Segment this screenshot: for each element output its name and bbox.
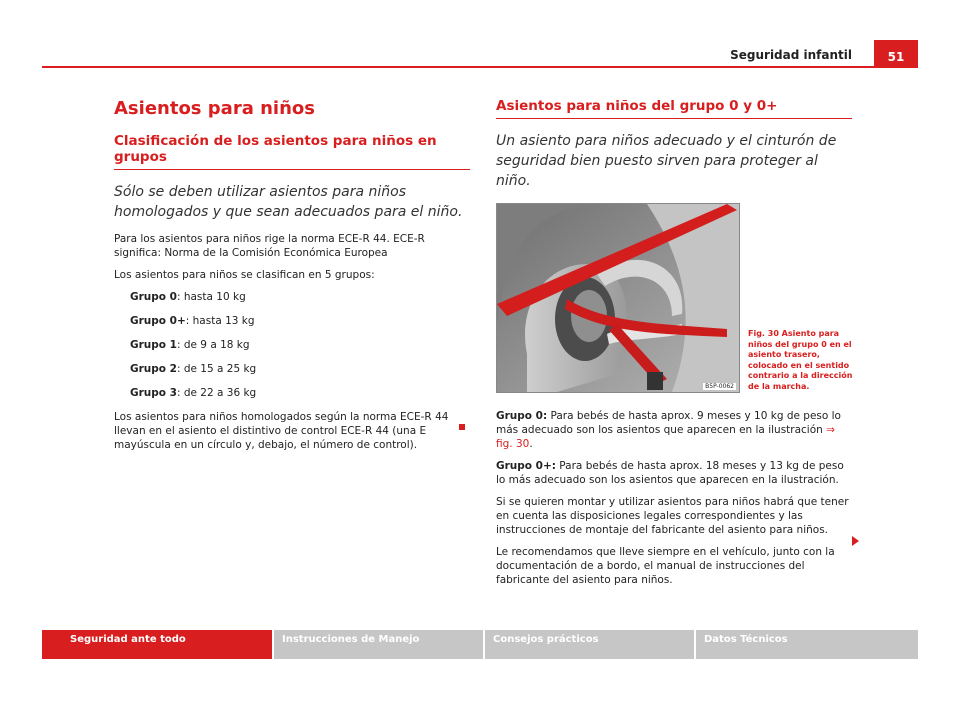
tab-consejos-practicos[interactable]: Consejos prácticos (485, 630, 694, 659)
right-column (496, 96, 852, 595)
group-label: Grupo 3 (130, 387, 177, 399)
figure (496, 201, 852, 397)
chapter-title: Asientos para niños (114, 98, 315, 119)
tab-datos-tecnicos[interactable]: Datos Técnicos (696, 630, 918, 659)
paragraph-text: Para bebés de hasta aprox. 18 meses y 13 kg de peso lo más adecuado son los asientos que aparecen en la ilustración. (496, 460, 844, 486)
paragraph-label: Grupo 0+: (496, 460, 556, 472)
group-item (130, 386, 470, 400)
paragraph-legal: Si se quieren montar y utilizar asientos para niños habrá que tener en cuenta las disposiciones legales correspondientes y las instrucciones de montaje del fabricante del asiento para niños. (496, 496, 849, 536)
group-weight: : de 9 a 18 kg (176, 339, 250, 351)
paragraph-text: . (529, 438, 533, 450)
paragraph-groups-intro: Los asientos para niños se clasifican en 5 grupos: (114, 269, 375, 281)
group-label: Grupo 1 (130, 339, 177, 351)
paragraph-recommendation: Le recomendamos que lleve siempre en el vehículo, junto con la documentación de a bordo, el manual de instrucciones del fabricante del asiento para niños. (496, 546, 835, 586)
paragraph-norma: Para los asientos para niños rige la norma ECE-R 44. ECE-R significa: Norma de la Comisión Económica Europea (114, 233, 425, 259)
paragraph-homologation: Los asientos para niños homologados según la norma ECE-R 44 llevan en el asiento el distintivo de control ECE-R 44 (una E mayúscula en un círculo y, debajo, el número de control). (114, 411, 449, 451)
section-heading-classification: Clasificación de los asientos para niños en grupos (114, 133, 470, 170)
section-heading-group-0: Asientos para niños del grupo 0 y 0+ (496, 98, 852, 119)
group-item (130, 362, 470, 376)
section-end-marker (459, 424, 465, 430)
group-weight: : de 22 a 36 kg (176, 387, 257, 399)
figure-caption: Fig. 30 Asiento para niños del grupo 0 en el asiento trasero, colocado en el sentido contrario a la dirección de la marcha. (748, 329, 853, 391)
group-label: Grupo 2 (130, 363, 177, 375)
figure-link[interactable]: ⇒ fig. 30 (496, 424, 835, 450)
child-seat-photo (496, 203, 740, 393)
group-weight: : de 15 a 25 kg (176, 363, 257, 375)
tab-seguridad-ante-todo[interactable]: Seguridad ante todo (42, 630, 272, 659)
continue-arrow-icon (852, 536, 859, 546)
paragraph-label: Grupo 0: (496, 410, 548, 422)
group-label: Grupo 0 (130, 291, 177, 303)
figure-code: B5P-0062 (705, 383, 734, 390)
paragraph-group-0-plus (496, 459, 852, 487)
child-seat-illustration (497, 204, 739, 392)
group-label: Grupo 0+ (130, 315, 186, 327)
group-item (130, 314, 470, 328)
paragraph-group-0 (496, 409, 852, 451)
group-item (130, 338, 470, 352)
header-title: Seguridad infantil (730, 48, 852, 62)
tab-instrucciones-de-manejo[interactable]: Instrucciones de Manejo (274, 630, 483, 659)
page-number-badge: 51 (874, 40, 918, 67)
group-weight: : hasta 13 kg (185, 315, 255, 327)
left-column (114, 96, 470, 460)
group-weight: : hasta 10 kg (176, 291, 246, 303)
paragraph-text: Para bebés de hasta aprox. 9 meses y 10 kg de peso lo más adecuado son los asientos que aparecen en la ilustración (496, 410, 841, 436)
intro-text: Sólo se deben utilizar asientos para niños homologados y que sean adecuados para el niño. (114, 184, 463, 220)
group-list (114, 290, 470, 400)
header-rule (42, 66, 918, 68)
group-item (130, 290, 470, 304)
footer-tabs (42, 630, 918, 659)
intro-text-right: Un asiento para niños adecuado y el cinturón de seguridad bien puesto sirven para proteger al niño. (496, 133, 837, 189)
